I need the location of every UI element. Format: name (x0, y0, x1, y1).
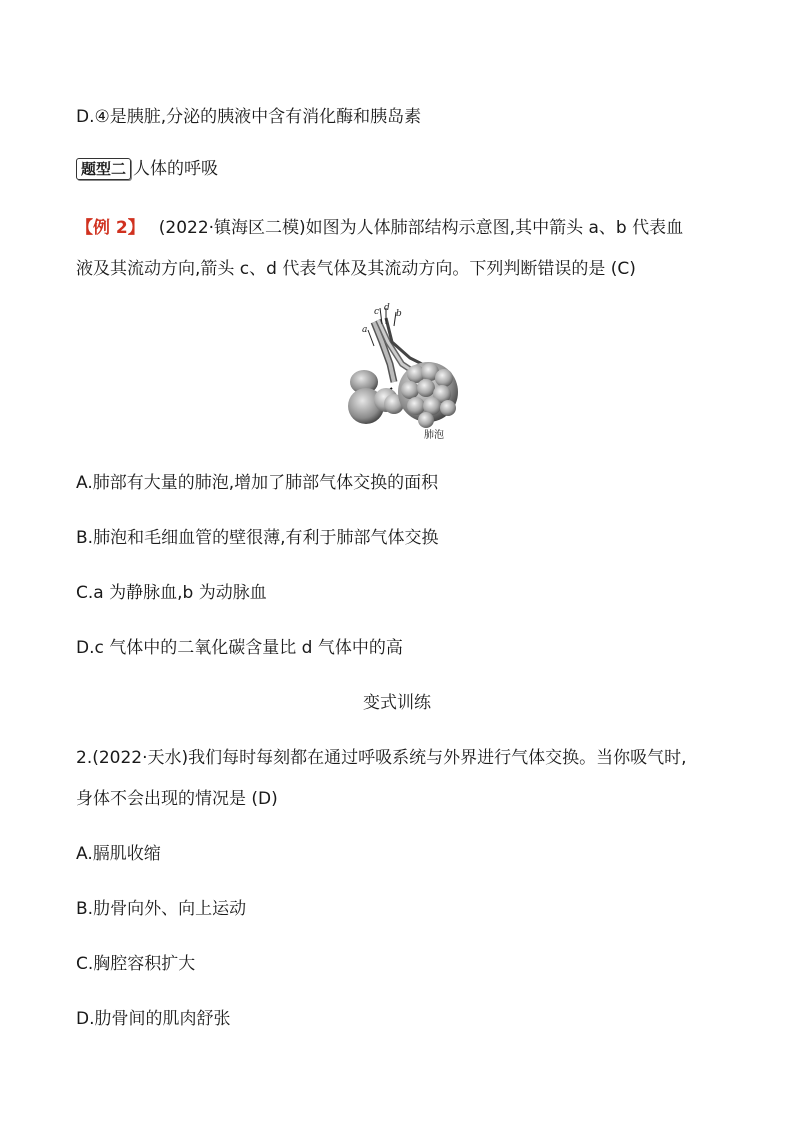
label-b: b (396, 309, 402, 319)
practice-option-c: C.胸腔容积扩大 (76, 954, 196, 974)
practice-question-line-2: 身体不会出现的情况是 (D) (76, 789, 278, 809)
option-d-pancreas: D.④是胰脏,分泌的胰液中含有消化酶和胰岛素 (76, 107, 422, 127)
label-alveoli: 肺泡 (424, 430, 444, 441)
example-option-d: D.c 气体中的二氧化碳含量比 d 气体中的高 (76, 638, 403, 658)
practice-heading: 变式训练 (363, 693, 431, 713)
example-question-line-2: 液及其流动方向,箭头 c、d 代表气体及其流动方向。下列判断错误的是 (C) (76, 259, 636, 279)
example-tag: 【例 2】 (76, 218, 145, 238)
practice-option-b: B.肋骨向外、向上运动 (76, 899, 247, 919)
example-option-b: B.肺泡和毛细血管的壁很薄,有利于肺部气体交换 (76, 528, 439, 548)
example-option-a: A.肺部有大量的肺泡,增加了肺部气体交换的面积 (76, 473, 439, 493)
practice-question-line-1: 2.(2022·天水)我们每时每刻都在通过呼吸系统与外界进行气体交换。当你吸气时, (76, 748, 687, 768)
practice-option-d: D.肋骨间的肌肉舒张 (76, 1009, 231, 1029)
label-d: d (384, 303, 390, 313)
lung-diagram (330, 302, 470, 442)
label-c: c (374, 307, 380, 317)
section-tag: 题型二 (76, 158, 131, 180)
practice-option-a: A.膈肌收缩 (76, 844, 161, 864)
label-a: a (362, 325, 368, 335)
example-option-c: C.a 为静脉血,b 为动脉血 (76, 583, 267, 603)
arrow-a (368, 330, 374, 346)
section-title: 人体的呼吸 (133, 159, 219, 179)
example-stem-1: (2022·镇海区二模)如图为人体肺部结构示意图,其中箭头 a、b 代表血 (158, 218, 684, 238)
example-question-line-1 (76, 217, 683, 239)
section-heading (76, 158, 218, 180)
lung-structure-figure (330, 302, 470, 442)
